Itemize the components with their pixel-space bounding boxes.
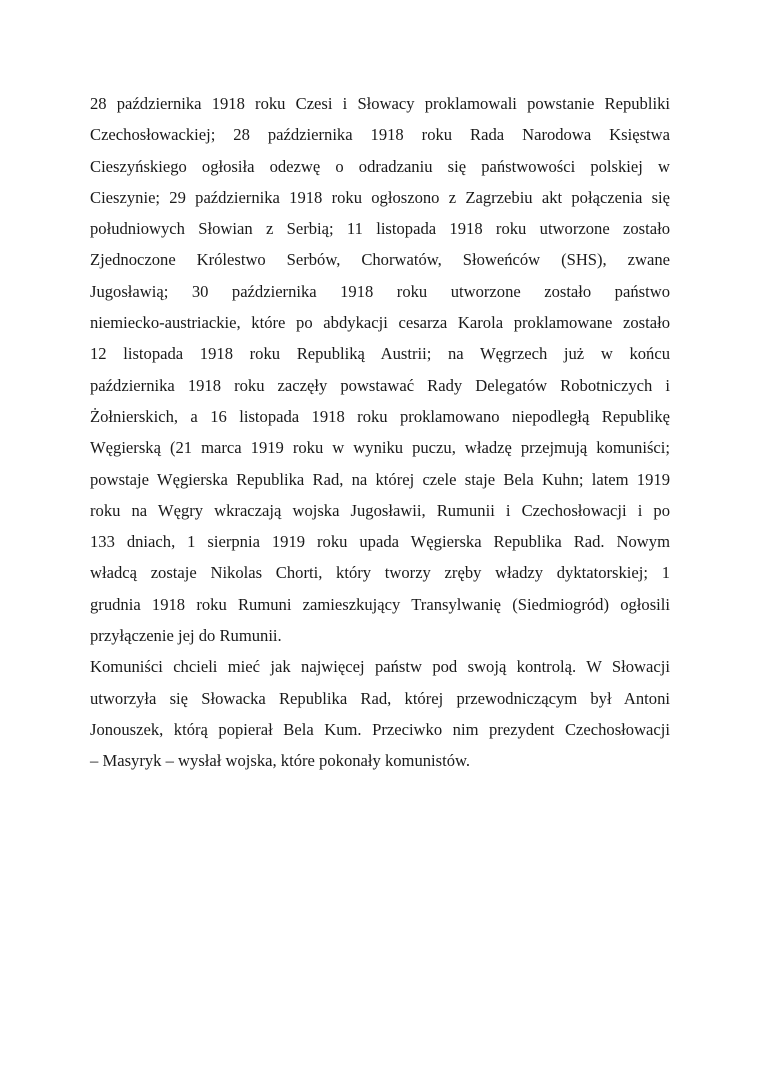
paragraph-line: Żołnierskich, a 16 listopada 1918 roku proklamowano niepodległą Republikę <box>90 406 670 426</box>
paragraph-line: przyłączenie jej do Rumunii. <box>90 626 282 646</box>
paragraph-line: utworzyła się Słowacka Republika Rad, której przewodniczącym był Antoni <box>90 688 670 708</box>
paragraph-line: Jonouszek, którą popierał Bela Kum. Przeciwko nim prezydent Czechosłowacji <box>90 719 670 739</box>
paragraph-line: Zjednoczone Królestwo Serbów, Chorwatów, Słoweńców (SHS), zwane <box>90 250 670 270</box>
paragraph-line: 28 października 1918 roku Czesi i Słowacy proklamowali powstanie Republiki <box>90 94 670 113</box>
paragraph-line: Cieszyńskiego ogłosiła odezwę o odradzaniu się państwowości polskiej w <box>90 156 670 176</box>
paragraph-line: władcą zostaje Nikolas Chorti, który tworzy zręby władzy dyktatorskiej; 1 <box>90 563 670 583</box>
paragraph-line: południowych Słowian z Serbią; 11 listopada 1918 roku utworzone zostało <box>90 219 670 239</box>
paragraph-line: – Masyryk – wysłał wojska, które pokonały komunistów. <box>90 751 471 771</box>
paragraph-2 <box>90 651 670 776</box>
paragraph-line: października 1918 roku zaczęły powstawać Rady Delegatów Robotniczych i <box>90 375 670 395</box>
document-body <box>90 88 670 777</box>
paragraph-line: Cieszynie; 29 października 1918 roku ogłoszono z Zagrzebiu akt połączenia się <box>90 187 670 207</box>
paragraph-line: niemiecko-austriackie, które po abdykacji cesarza Karola proklamowane zostało <box>90 313 670 333</box>
paragraph-line: grudnia 1918 roku Rumuni zamieszkujący Transylwanię (Siedmiogród) ogłosili <box>90 594 670 614</box>
paragraph-line: Węgierską (21 marca 1919 roku w wyniku puczu, władzę przejmują komuniści; <box>90 438 670 458</box>
paragraph-line: powstaje Węgierska Republika Rad, na której czele staje Bela Kuhn; latem 1919 <box>90 469 670 489</box>
paragraph-line: Jugosławią; 30 października 1918 roku utworzone zostało państwo <box>90 281 670 301</box>
paragraph-line: roku na Węgry wkraczają wojska Jugosławii, Rumunii i Czechosłowacji i po <box>90 500 670 520</box>
paragraph-1 <box>90 88 670 651</box>
paragraph-line: 133 dniach, 1 sierpnia 1919 roku upada Węgierska Republika Rad. Nowym <box>90 532 670 552</box>
paragraph-line: Komuniści chcieli mieć jak najwięcej państw pod swoją kontrolą. W Słowacji <box>90 657 670 677</box>
paragraph-line: Czechosłowackiej; 28 października 1918 roku Rada Narodowa Księstwa <box>90 125 670 145</box>
paragraph-line: 12 listopada 1918 roku Republiką Austrii; na Węgrzech już w końcu <box>90 344 670 364</box>
